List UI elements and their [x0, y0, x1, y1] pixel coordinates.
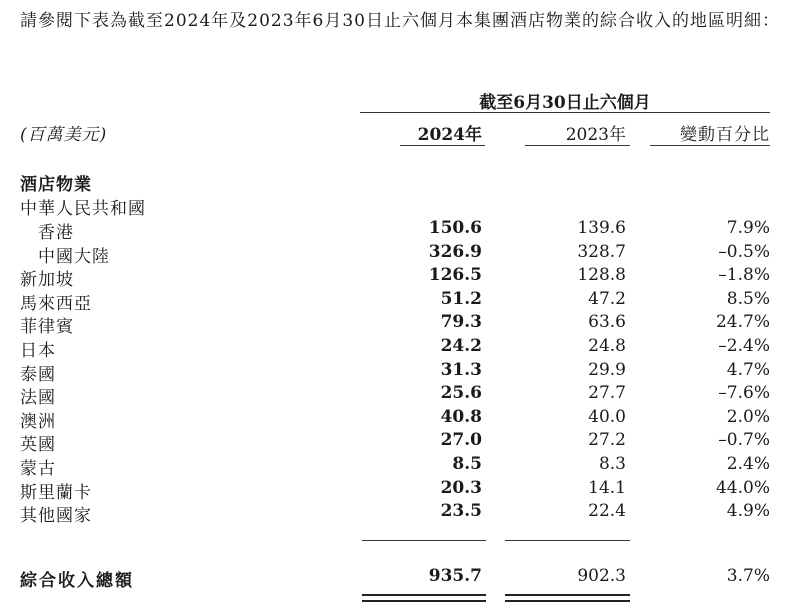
- value-2023: 40.0: [588, 406, 626, 427]
- value-2023: 8.3: [598, 453, 626, 474]
- change-percent: 2.0%: [726, 406, 770, 427]
- total-row: [0, 566, 800, 590]
- total-value-2023: 902.3: [577, 566, 626, 586]
- value-2024: 25.6: [440, 383, 482, 404]
- subtotal-rule-2024: [362, 540, 486, 541]
- value-2023: 27.2: [588, 430, 626, 451]
- value-2023: 139.6: [577, 218, 626, 238]
- table-row: [0, 430, 800, 454]
- value-2023: 47.2: [588, 288, 626, 309]
- region-name: 新加坡: [20, 270, 74, 291]
- period-header: 截至6月30日止六個月: [479, 93, 651, 113]
- header-rule-change: [650, 145, 770, 146]
- period-header-rule: [360, 112, 770, 113]
- value-2023: 14.1: [588, 477, 626, 498]
- total-double-rule-2023: [505, 594, 630, 602]
- total-double-rule-2024: [362, 594, 486, 602]
- change-percent: 8.5%: [726, 288, 770, 309]
- total-value-2024: 935.7: [428, 566, 482, 586]
- column-header-2024: 2024年: [417, 125, 482, 145]
- column-header-change: 變動百分比: [680, 125, 770, 145]
- total-change-percent: 3.7%: [726, 566, 770, 586]
- table-row: [0, 383, 800, 407]
- change-percent: 4.7%: [726, 359, 770, 380]
- subtotal-rule-2023: [505, 540, 630, 541]
- value-2024: 8.5: [452, 453, 482, 474]
- change-percent: –1.8%: [718, 265, 770, 286]
- change-percent: –2.4%: [718, 335, 770, 356]
- header-rule-2024: [400, 145, 485, 146]
- value-2024: 126.5: [428, 265, 482, 286]
- region-name: 中國大陸: [38, 246, 110, 267]
- region-name: 馬來西亞: [20, 293, 92, 314]
- section-title-hotel-properties: 酒店物業: [20, 175, 92, 195]
- header-rule-2023: [525, 145, 630, 146]
- table-row: [0, 454, 800, 478]
- table-row: [0, 501, 800, 525]
- value-2024: 20.3: [440, 477, 482, 498]
- value-2024: 23.5: [440, 501, 482, 522]
- value-2023: 128.8: [577, 265, 626, 286]
- column-header-2023: 2023年: [565, 125, 626, 145]
- change-percent: 7.9%: [726, 218, 770, 238]
- region-name: 日本: [20, 340, 56, 361]
- value-2024: 40.8: [440, 406, 482, 427]
- change-percent: 2.4%: [726, 453, 770, 474]
- table-row: [0, 360, 800, 384]
- value-2023: 24.8: [588, 335, 626, 356]
- value-2023: 22.4: [588, 501, 626, 522]
- region-name: 香港: [38, 223, 74, 243]
- change-percent: –7.6%: [718, 383, 770, 404]
- group-label-prc: 中華人民共和國: [20, 199, 146, 219]
- change-percent: –0.5%: [718, 241, 770, 262]
- change-percent: 24.7%: [715, 312, 770, 333]
- value-2023: 328.7: [577, 241, 626, 262]
- table-row: [0, 289, 800, 313]
- region-name: 英國: [20, 435, 56, 456]
- region-name: 蒙古: [20, 458, 56, 479]
- value-2024: 31.3: [440, 359, 482, 380]
- table-row: [0, 218, 800, 242]
- intro-paragraph: 請參閱下表為截至2024年及2023年6月30日止六個月本集團酒店物業的綜合收入的地區明細：: [20, 11, 780, 31]
- table-row: [0, 265, 800, 289]
- table-row: [0, 478, 800, 502]
- value-2024: 326.9: [428, 241, 482, 262]
- value-2024: 24.2: [440, 335, 482, 356]
- table-row: [0, 242, 800, 266]
- region-name: 斯里蘭卡: [20, 482, 92, 503]
- value-2024: 79.3: [440, 312, 482, 333]
- value-2024: 150.6: [428, 218, 482, 238]
- change-percent: 44.0%: [715, 477, 770, 498]
- table-row: [0, 312, 800, 336]
- change-percent: –0.7%: [718, 430, 770, 451]
- region-name: 菲律賓: [20, 317, 74, 338]
- change-percent: 4.9%: [726, 501, 770, 522]
- region-table-body: [0, 218, 800, 525]
- value-2024: 27.0: [440, 430, 482, 451]
- value-2023: 63.6: [588, 312, 626, 333]
- region-name: 法國: [20, 388, 56, 409]
- region-name: 其他國家: [20, 506, 92, 527]
- value-2023: 27.7: [588, 383, 626, 404]
- value-2023: 29.9: [588, 359, 626, 380]
- table-row: [0, 336, 800, 360]
- unit-label: (百萬美元): [20, 125, 108, 145]
- region-name: 泰國: [20, 364, 56, 385]
- table-row: [0, 407, 800, 431]
- total-label: 綜合收入總額: [20, 571, 134, 591]
- value-2024: 51.2: [440, 288, 482, 309]
- region-name: 澳洲: [20, 411, 56, 432]
